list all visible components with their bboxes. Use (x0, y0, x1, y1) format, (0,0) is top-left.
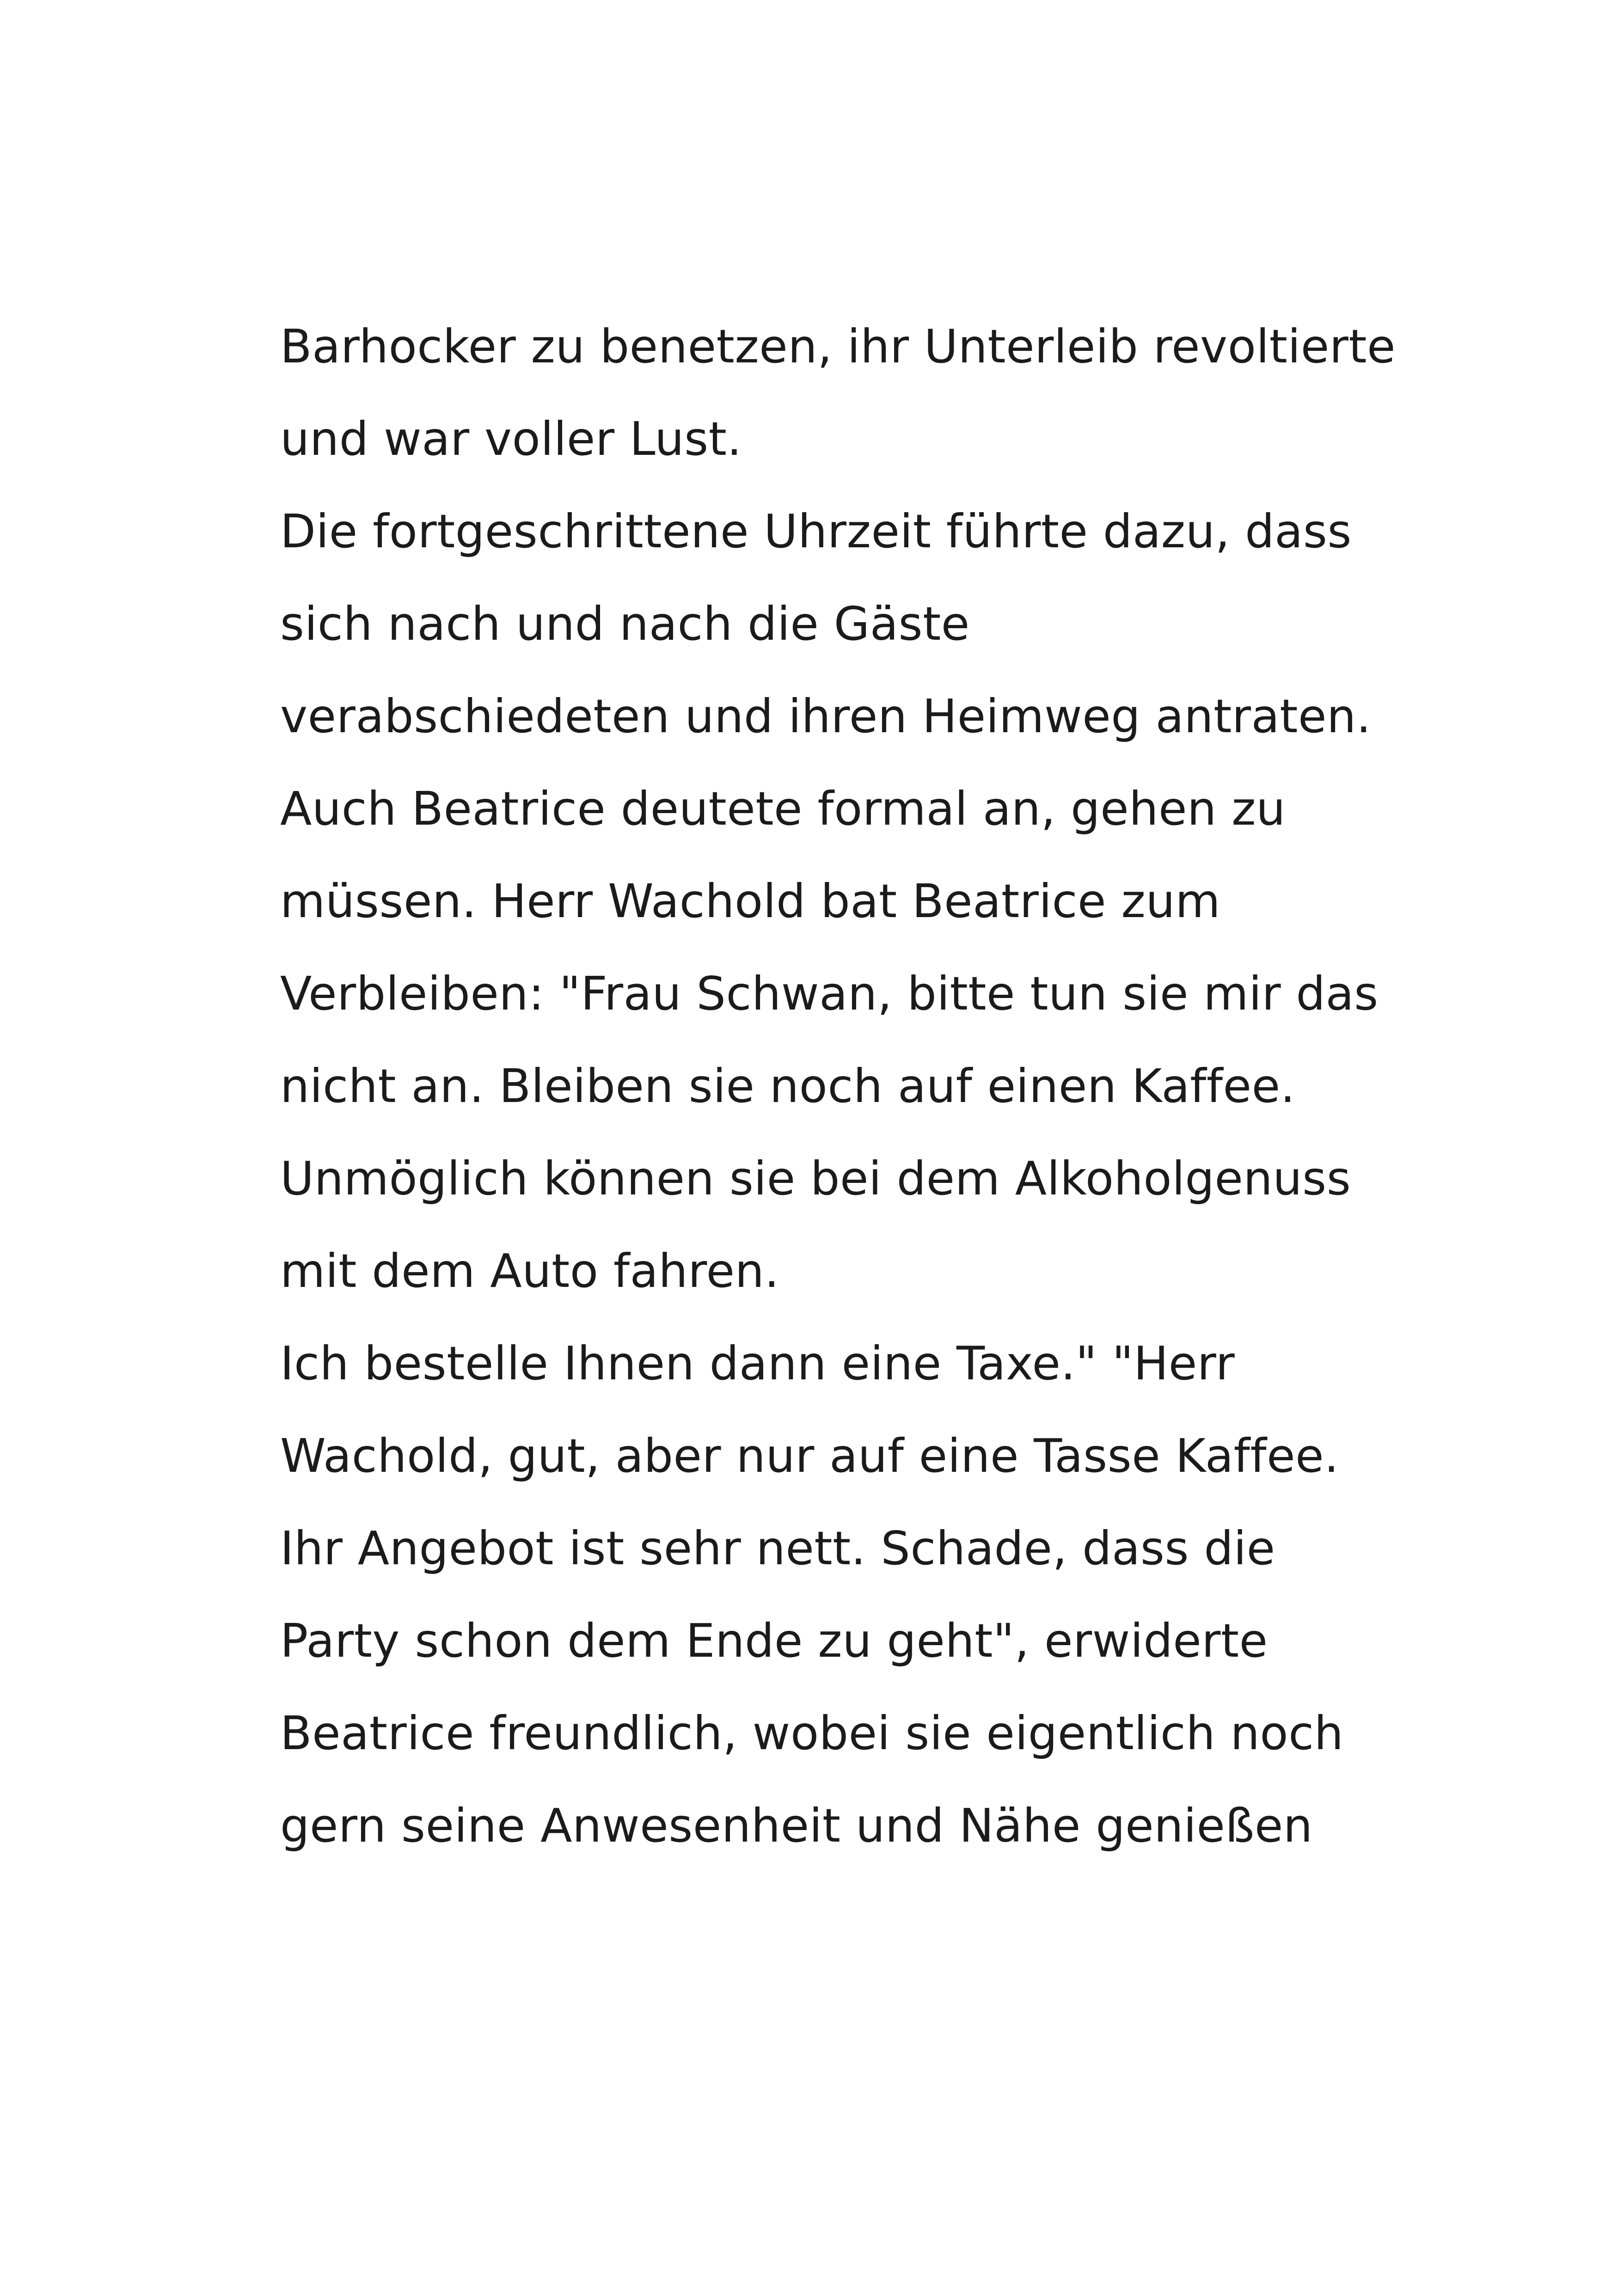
text-line: gern seine Anwesenheit und Nähe genießen (280, 1799, 1313, 1853)
text-line: mit dem Auto fahren. (280, 1244, 779, 1298)
text-line: Auch Beatrice deutete formal an, gehen zu (280, 782, 1286, 836)
text-line: müssen. Herr Wachold bat Beatrice zum (280, 874, 1221, 928)
text-line: Party schon dem Ende zu geht", erwiderte (280, 1614, 1268, 1668)
text-line: Barhocker zu benetzen, ihr Unterleib revoltierte (280, 319, 1396, 373)
text-line: nicht an. Bleiben sie noch auf einen Kaffee. (280, 1059, 1295, 1113)
text-line: und war voller Lust. (280, 412, 742, 466)
text-line: verabschiedeten und ihren Heimweg antraten. (280, 689, 1372, 743)
text-line: sich nach und nach die Gäste (280, 597, 970, 651)
text-line: Ihr Angebot ist sehr nett. Schade, dass die (280, 1521, 1275, 1575)
text-line: Wachold, gut, aber nur auf eine Tasse Kaffee. (280, 1429, 1339, 1483)
text-line: Ich bestelle Ihnen dann eine Taxe." "Herr (280, 1336, 1235, 1390)
text-line: Die fortgeschrittene Uhrzeit führte dazu, dass (280, 504, 1352, 558)
body-text (280, 300, 1436, 1872)
text-line: Beatrice freundlich, wobei sie eigentlich noch (280, 1706, 1344, 1760)
text-line: Unmöglich können sie bei dem Alkoholgenuss (280, 1151, 1351, 1206)
text-line: Verbleiben: "Frau Schwan, bitte tun sie mir das (280, 967, 1379, 1021)
